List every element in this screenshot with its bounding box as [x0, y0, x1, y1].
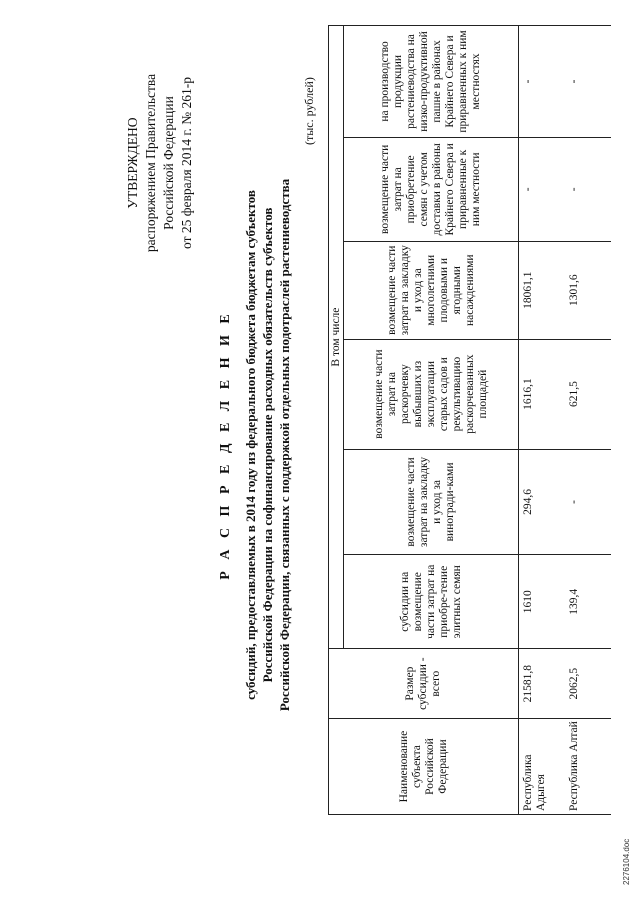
distribution-table	[328, 25, 611, 815]
units-label: (тыс. рублей)	[302, 77, 316, 145]
header-perennial-plantings: возмещение части затрат на закладку и уход за многолетними плодовыми и ягодными насаждениями	[344, 241, 519, 339]
low-productive-arable-cell: -	[565, 26, 611, 138]
header-in-total: В том числе	[329, 26, 344, 649]
document-file-number: 2276104.doc	[622, 838, 631, 885]
document-subtitle-line-1: субсидий, предоставляемых в 2014 году из федерального бюджета бюджетам субъектов	[243, 190, 258, 700]
table-row	[519, 26, 566, 815]
header-uprooting: возмещение части затрат на раскорчевку выбывших из эксплуатации старых садов и рекультивацию раскорчеванных площадей	[344, 339, 519, 449]
header-elite-seeds: субсидии на возмещение части затрат на приобре-тение элитных семян	[344, 555, 519, 649]
document-subtitle-line-2: Российской Федерации на софинансирование расходных обязательств субъектов	[260, 207, 275, 683]
seed-delivery-north-cell: -	[519, 137, 566, 241]
header-region-name: Наименование субъекта Российской Федерации	[329, 719, 519, 815]
perennial-plantings-cell: 1301,6	[565, 241, 611, 339]
approval-line-2: распоряжением Правительства	[143, 73, 158, 253]
elite-seeds-cell: 139,4	[565, 555, 611, 649]
uprooting-cell: 1616,1	[519, 339, 566, 449]
header-seed-delivery-north: возмещение части затрат на приобретение семян с учетом доставки в районы Крайнего Севера и приравненные к ним местности	[344, 137, 519, 241]
document-title: Р А С П Р Е Д Е Л Е Н И Е	[218, 310, 233, 580]
header-vineyards: возмещение части затрат на закладку и уход за виногради-ками	[344, 449, 519, 555]
approval-line-1: УТВЕРЖДЕНО	[125, 117, 140, 209]
approval-stamp	[124, 33, 196, 293]
header-low-productive-arable: на производство продукции растениеводства на низко-продуктивной пашне в районах Крайнего Севера и приравненных к ним местностях	[344, 26, 519, 138]
low-productive-arable-cell: -	[519, 26, 566, 138]
header-row-top	[329, 26, 344, 815]
total-cell: 2062,5	[565, 649, 611, 719]
elite-seeds-cell: 1610	[519, 555, 566, 649]
vineyards-cell: -	[565, 449, 611, 555]
uprooting-cell: 621,5	[565, 339, 611, 449]
seed-delivery-north-cell: -	[565, 137, 611, 241]
document-heading	[218, 125, 293, 765]
perennial-plantings-cell: 18061,1	[519, 241, 566, 339]
total-cell: 21581,8	[519, 649, 566, 719]
table-row	[565, 26, 611, 815]
vineyards-cell: 294,6	[519, 449, 566, 555]
approval-line-3: Российской Федерации	[161, 96, 176, 230]
region-name-cell: Республика Алтай	[565, 719, 611, 815]
document-subtitle-line-3: Российской Федерации, связанных с поддержкой отдельных подотраслей растениеводства	[277, 178, 292, 712]
header-total: Размер субсидии - всего	[329, 649, 519, 719]
region-name-cell: Республика Адыгея	[519, 719, 566, 815]
approval-line-4: от 25 февраля 2014 г. № 261-р	[179, 77, 194, 249]
